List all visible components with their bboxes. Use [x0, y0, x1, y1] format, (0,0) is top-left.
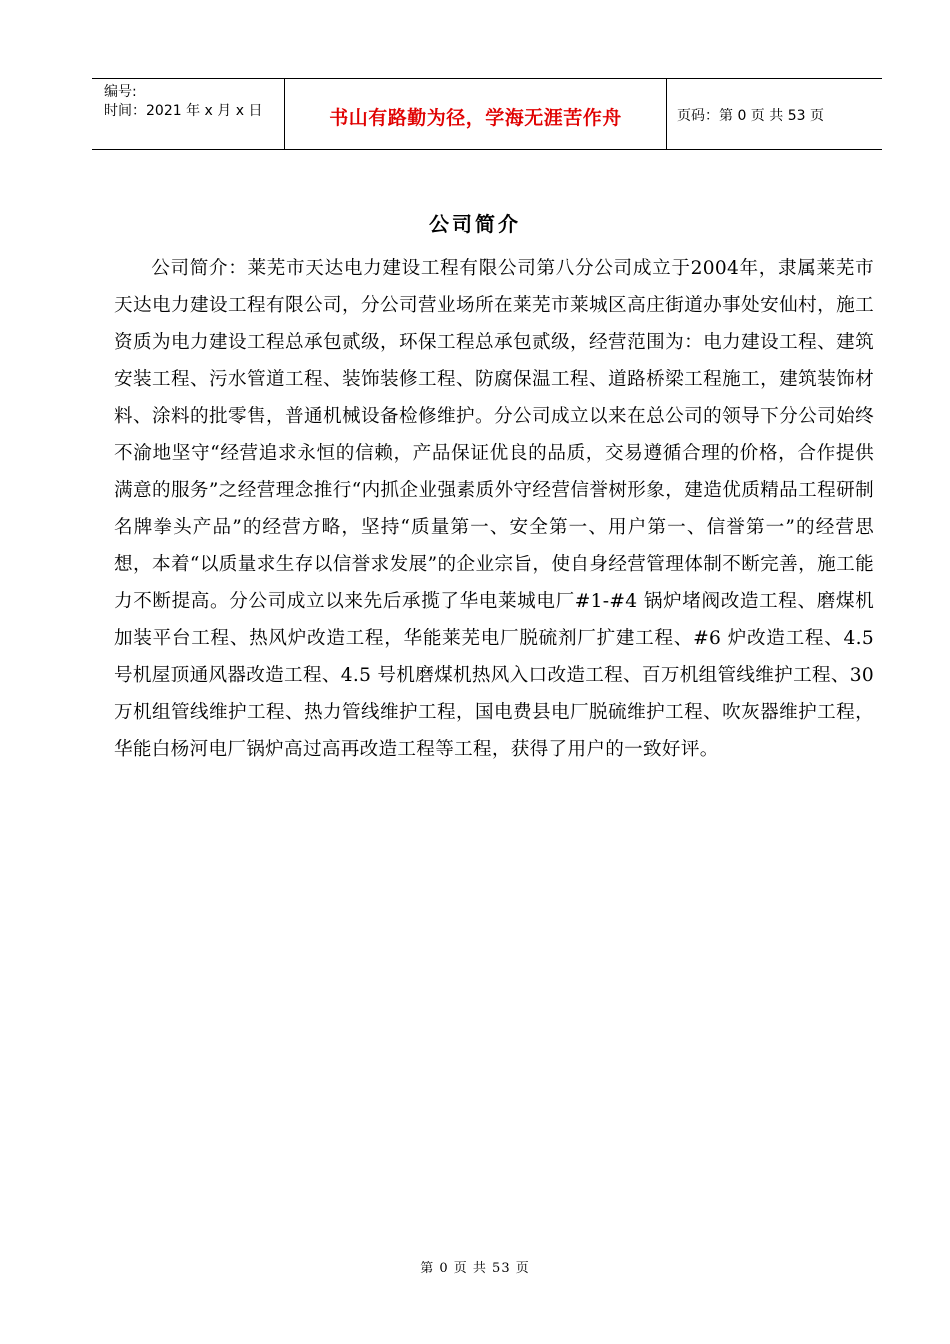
header-page-info-cell	[667, 79, 882, 149]
document-title: 公司简介	[429, 212, 521, 236]
motto-text: 书山有路勤为径，学海无涯苦作舟	[329, 106, 622, 129]
header-meta	[92, 79, 285, 149]
time-label: 时间：2021 年 x 月 x 日	[104, 103, 263, 119]
page-header	[92, 78, 882, 150]
page-info: 页码：第 0 页 共 53 页	[677, 108, 824, 124]
document-body: 公司简介：莱芜市天达电力建设工程有限公司第八分公司成立于2004年，隶属莱芜市天达电力建设工程有限公司，分公司营业场所在莱芜市莱城区高庄街道办事处安仙村，施工资质为电力建设工程总承包贰级，环保工程总承包贰级，经营范围为：电力建设工程、建筑安装工程、污水管道工程、装饰装修工程、防腐保温工程、道路桥梁工程施工，建筑装饰材料、涂料的批零售，普通机械设备检修维护。分公司成立以来在总公司的领导下分公司始终不渝地坚守“经营追求永恒的信赖，产品保证优良的品质，交易遵循合理的价格，合作提供满意的服务”之经营理念推行“内抓企业强素质外守经营信誉树形象，建造优质精品工程研制名牌拳头产品”的经营方略，坚持“质量第一、安全第一、用户第一、信誉第一”的经营思想，本着“以质量求生存以信誉求发展”的企业宗旨，使自身经营管理体制不断完善，施工能力不断提高。分公司成立以来先后承揽了华电莱城电厂#1-#4 锅炉堵阀改造工程、磨煤机加装平台工程、热风炉改造工程，华能莱芜电厂脱硫剂厂扩建工程、#6 炉改造工程、4.5 号机屋顶通风器改造工程、4.5 号机磨煤机热风入口改造工程、百万机组管线维护工程、30 万机组管线维护工程、热力管线维护工程，国电费县电厂脱硫维护工程、吹灰器维护工程，华能白杨河电厂锅炉高过高再改造工程等工程，获得了用户的一致好评。	[114, 258, 875, 760]
header-motto-cell	[285, 79, 667, 149]
number-label: 编号:	[104, 84, 137, 100]
page-footer: 第 0 页 共 53 页	[420, 1261, 530, 1276]
